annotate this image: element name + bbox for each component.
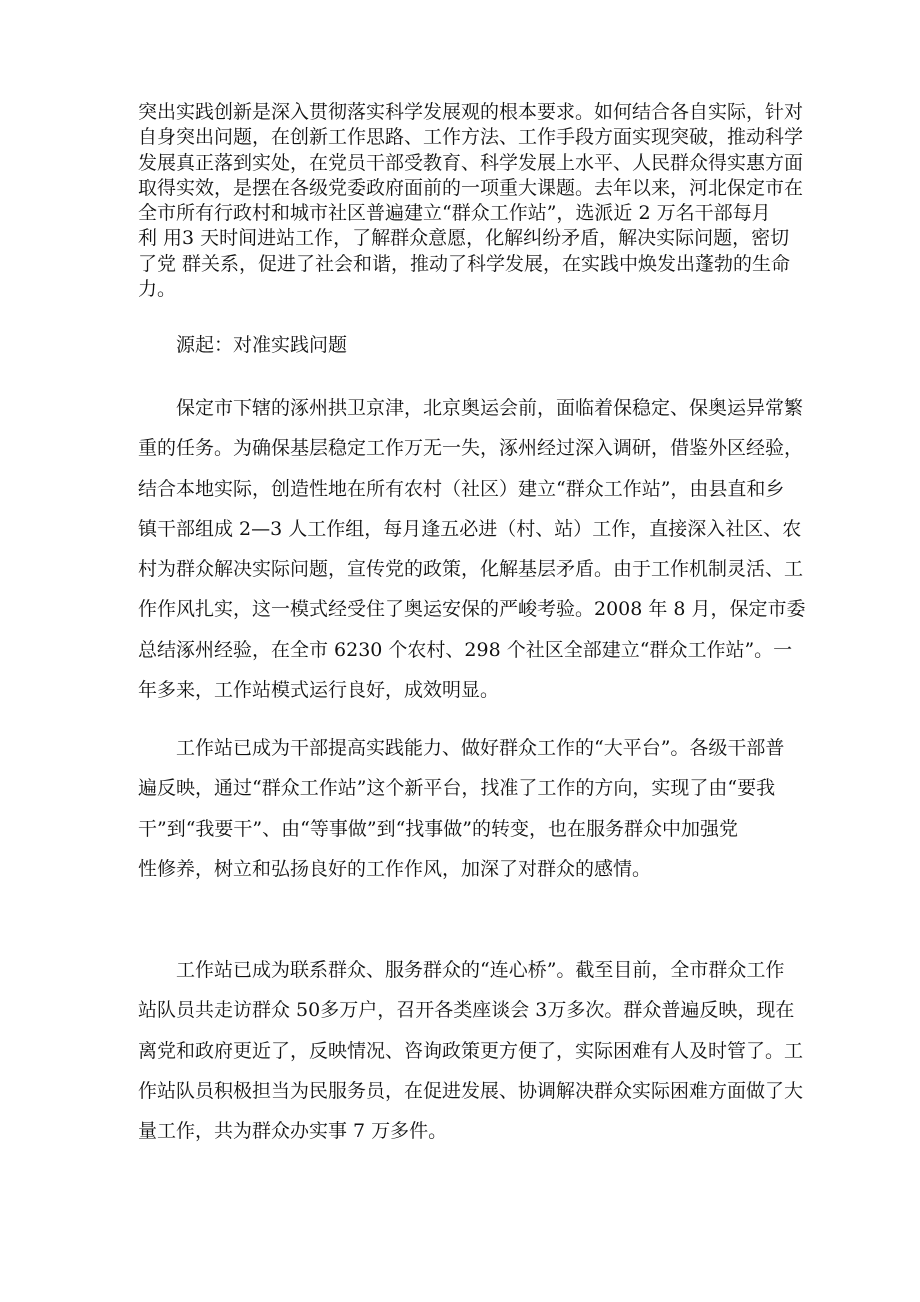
paragraph-line: 年多来，工作站模式运行良好，成效明显。: [138, 679, 500, 702]
intro-line: 了党 群关系，促进了社会和谐，推动了科学发展，在实践中焕发出蓬勃的生命: [138, 252, 791, 275]
section-heading-block: [176, 330, 826, 360]
intro-line: 自身突出问题，在创新工作思路、工作方法、工作手段方面实现突破，推动科学: [138, 126, 804, 149]
paragraph-line: 工作站已成为联系群众、服务群众的“连心桥”。截至目前，全市群众工作: [176, 959, 785, 981]
paragraph-line: 镇干部组成 2—3 人工作组，每月逢五必进（村、站）工作，直接深入社区、农: [138, 517, 802, 540]
intro-line: 取得实效，是摆在各级党委政府面前的一项重大课题。去年以来，河北保定市在: [138, 176, 804, 199]
paragraph-line: 总结涿州经验，在全市 6230 个农村、298 个社区全部建立“群众工作站”。一: [138, 638, 793, 661]
intro-line: 力。: [138, 278, 177, 301]
paragraph-line: 干”到“我要干”、由“等事做”到“找事做”的转变，也在服务群众中加强党: [138, 817, 738, 840]
paragraph-line: 作作风扎实，这一模式经受住了奥运安保的严峻考验。2008 年 8 月，保定市委: [138, 598, 806, 621]
intro-line: 突出实践创新是深入贯彻落实科学发展观的根本要求。如何结合各自实际，针对: [138, 101, 804, 123]
intro-line: 全市所有行政村和城市社区普遍建立“群众工作站”，选派近 2 万名干部每月: [138, 202, 771, 225]
paragraph-line: 作站队员积极担当为民服务员，在促进发展、协调解决群众实际困难方面做了大: [138, 1079, 804, 1102]
intro-line: 发展真正落到实处，在党员干部受教育、科学发展上水平、人民群众得实惠方面: [138, 151, 804, 174]
paragraph-line: 结合本地实际，创造性地在所有农村（社区）建立“群众工作站”，由县直和乡: [138, 477, 785, 500]
paragraph-line: 遍反映，通过“群众工作站”这个新平台，找准了工作的方向，实现了由“要我: [138, 777, 776, 800]
paragraph-line: 离党和政府更近了，反映情况、咨询政策更方便了，实际困难有人及时管了。工: [138, 1039, 804, 1062]
section-heading: 源起：对准实践问题: [176, 334, 348, 356]
paragraph-line: 村为群众解决实际问题，宣传党的政策，化解基层矛盾。由于工作机制灵活、工: [138, 558, 804, 581]
paragraph-line: 量工作，共为群众办实事 7 万多件。: [138, 1120, 448, 1143]
paragraph-line: 工作站已成为干部提高实践能力、做好群众工作的“大平台”。各级干部普: [176, 737, 785, 759]
paragraph-bridge: [138, 950, 804, 1151]
intro-line: 利 用3 天时间进站工作，了解群众意愿，化解纠纷矛盾，解决实际问题，密切: [138, 227, 790, 250]
paragraph-platform: [138, 728, 788, 889]
paragraph-line: 性修养，树立和弘扬良好的工作作风，加深了对群众的感情。: [138, 857, 652, 880]
paragraph-line: 重的任务。为确保基层稳定工作万无一失，涿州经过深入调研，借鉴外区经验，: [138, 437, 804, 460]
paragraph-line: 站队员共走访群众 50多万户，召开各类座谈会 3万多次。群众普遍反映，现在: [138, 999, 795, 1022]
paragraph-line: 保定市下辖的涿州拱卫京津，北京奥运会前，面临着保稳定、保奥运异常繁: [176, 397, 804, 419]
paragraph-origin: [138, 388, 806, 710]
intro-paragraph: [138, 100, 804, 302]
